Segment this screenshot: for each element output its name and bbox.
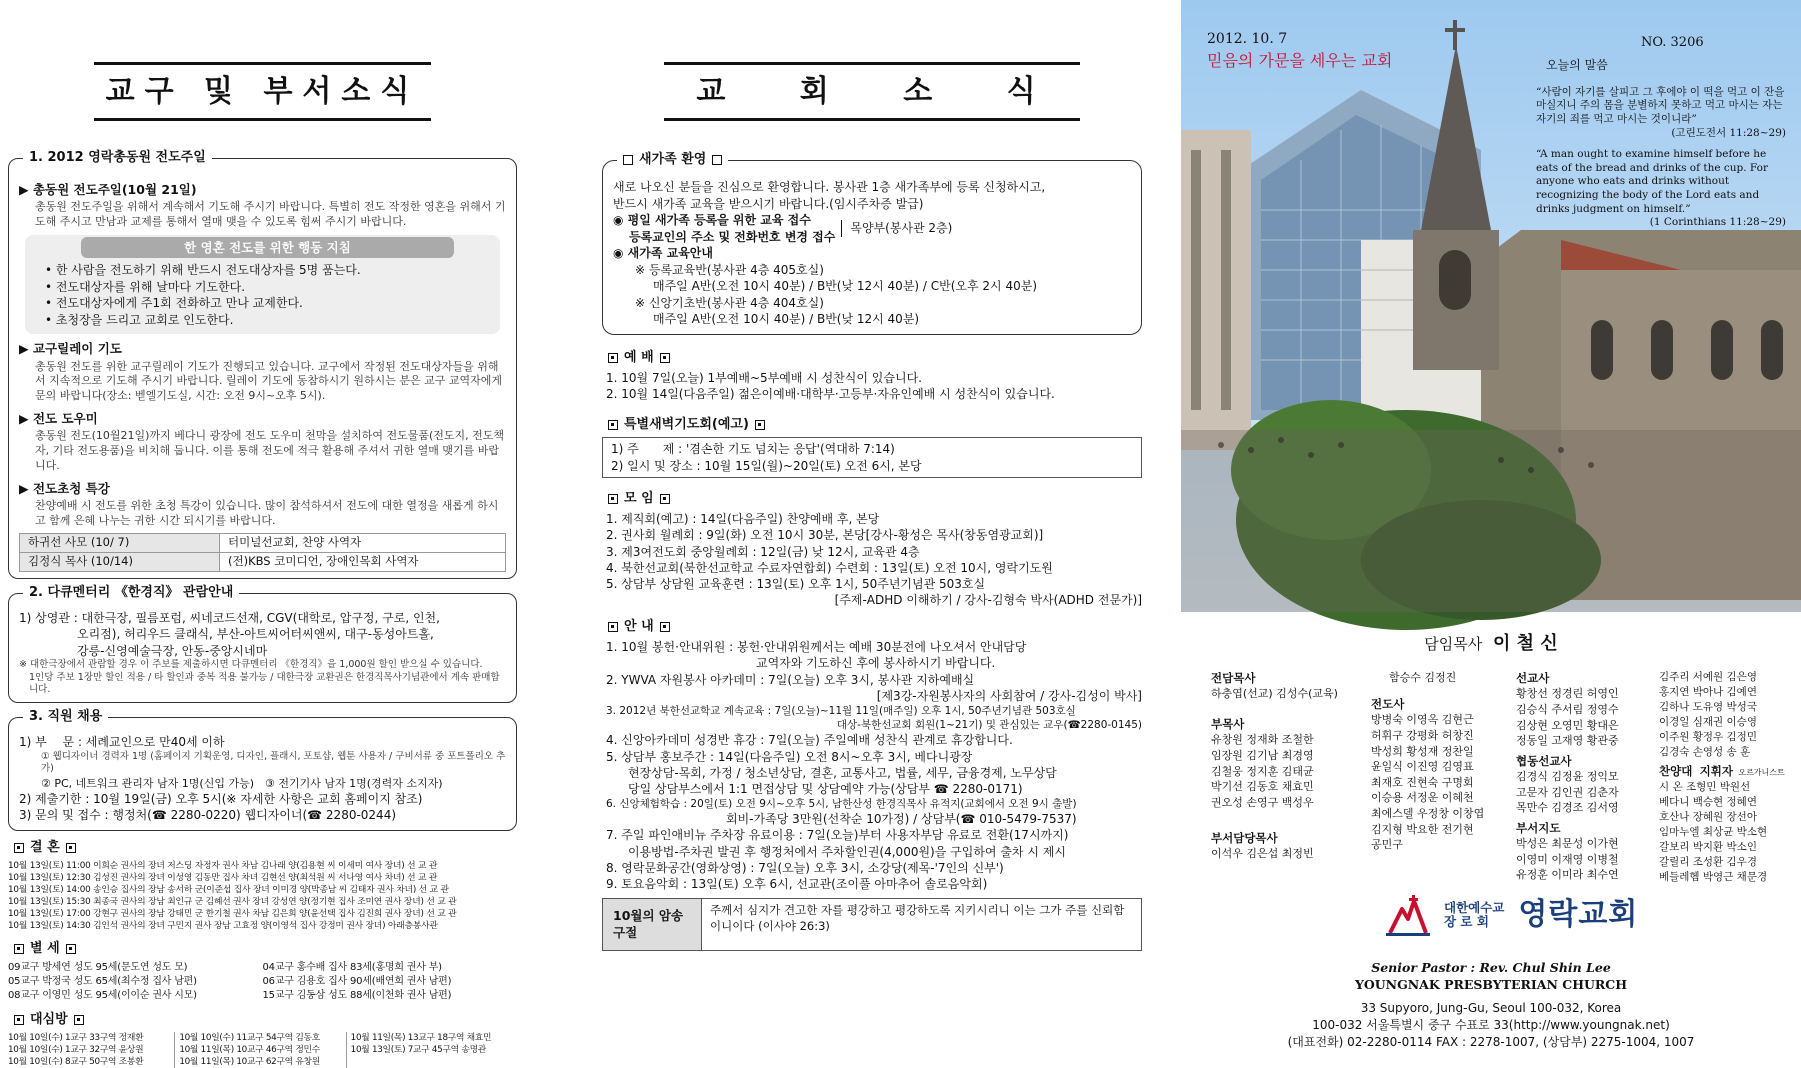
list-item: 10월 13일(토) 11:00 이희순 권사의 장녀 저스딩 자정자 권사 차남 김나래 양(김용현 씨 이세미 여사 장녀) 선 교 관 <box>8 860 438 871</box>
dawn-prayer-heading <box>602 416 1142 434</box>
staff-group-department <box>1211 830 1314 862</box>
guide-item: • 전도대상자를 위해 날마다 기도한다. <box>45 279 246 294</box>
footer-line: 100-032 서울특별시 중구 수표로 33(http://www.youngnak.net) <box>1312 1017 1670 1032</box>
staff-names: 갈릴리 조성환 김우경 <box>1659 855 1757 868</box>
staff-names: 김승식 주서림 정영수 <box>1516 702 1619 716</box>
list-item: 05교구 박정국 성도 65세(최수정 집사 남편) <box>8 976 197 988</box>
staff-names: 이경일 심재권 이승영 <box>1659 715 1757 728</box>
list-item: 09교구 방세연 성도 95세(문도연 성도 모) <box>8 962 188 974</box>
square-icon <box>660 353 670 363</box>
footer-line: (대표전화) 02-2280-0114 FAX : 2278-1007, (상담부) 2275-1004, 1007 <box>1287 1034 1695 1049</box>
list-item: 10월 11일(목) 10교구 62구역 유창원 <box>179 1056 320 1067</box>
worship-list <box>602 370 1142 402</box>
list-item: 회비-가족당 3만원(선착순 10가정) / 상담부(☎ 010-5479-7537) <box>726 812 1077 827</box>
guide-item: • 한 사람을 전도하기 위해 반드시 전도대상자를 5명 품는다. <box>45 263 361 278</box>
left-page <box>0 0 525 1067</box>
sub-title: ▶ 총동원 전도주일(10월 21일) <box>19 182 197 197</box>
wedding-heading <box>8 839 517 857</box>
staff-names: 갈보리 박지환 박소인 <box>1659 840 1757 853</box>
list-item: 10월 13일(토) 17:00 강현구 권사의 장남 강태민 군 한기철 권사 차남 김은희 양(윤선택 집사 김진희 권사 장녀) 선 교 관 <box>8 909 457 920</box>
square-icon <box>660 622 670 632</box>
list-item: 06교구 김용호 집사 90세(배연희 권사 남편) <box>262 976 452 988</box>
staff-names: 이석우 김은섭 최정빈 <box>1211 847 1314 861</box>
list-item: 10월 10일(수) 1교구 32구역 윤상원 <box>8 1044 144 1055</box>
pastor-label: 담임목사 <box>1424 635 1483 653</box>
verse-title: 오늘의 말씀 <box>1546 58 1608 72</box>
staff-heading: 부목사 <box>1211 717 1245 731</box>
staff-names: 박기선 김동호 채효민 <box>1211 780 1314 794</box>
staff-group-missionary-2 <box>1659 670 1785 885</box>
staff-names: 이주원 황정우 김정민 <box>1659 730 1757 743</box>
square-icon <box>66 944 76 954</box>
staff-names: 김주리 서예원 김은영 <box>1659 671 1757 683</box>
staff-group-associate <box>1211 716 1314 810</box>
footer-line: Senior Pastor : Rev. Chul Shin Lee <box>1371 960 1611 975</box>
today-verse <box>1536 58 1786 230</box>
square-icon <box>14 944 24 954</box>
paragraph: 총동원 전도를 위한 교구릴레이 기도가 진행되고 있습니다. 교구에서 작정된 전도대상자들을 위해서 지속적으로 기도해 주시기 바랍니다. 릴레이 기도에 동참하시기 원하시는 분은 교구 교역자에게 문의 바랍니다(장소: 벧엘기도실, 시간: 오전 9시~오후 5시). <box>35 359 502 403</box>
list-item: 6. 신앙체험학습 : 20일(토) 오전 9시~오후 5시, 남한산성 한경직목사 유적지(교회에서 오전 9시 출발) <box>606 798 1077 811</box>
list-item: 08교구 이영민 성도 95세(이이순 권사 시모) <box>8 989 197 1001</box>
guide-item: • 전도대상자에게 주1회 전화하고 만나 교제한다. <box>45 296 303 311</box>
notice-list <box>602 639 1142 892</box>
list-item: 1. 10월 7일(오늘) 1부예배~5부예배 시 성찬식이 있습니다. <box>606 370 922 385</box>
church-logo <box>1386 893 1638 937</box>
staff-heading: 찬양대 <box>1659 764 1693 779</box>
text-line: 3) 문의 및 접수 : 행정처(☎ 2280-0220) 웹디자이너(☎ 2280-0244) <box>19 808 397 823</box>
list-item: 4. 신앙아카데미 성경반 휴강 : 7일(오늘) 주일예배 성찬식 관계로 휴강합니다. <box>606 733 1013 748</box>
staff-group-missionary <box>1516 670 1619 883</box>
list-item: 대상-북한선교회 회원(1~21기) 및 관심있는 교우(☎2280-0145) <box>836 719 1142 732</box>
staff-names: 유정훈 이미라 최수연 <box>1516 868 1619 882</box>
visit-heading <box>8 1011 517 1029</box>
list-item: 10월 13일(토) 15:30 최종국 권사의 장남 최인규 군 김혜선 권사 장녀 강성연 양(정기현 집사 조미연 권사 장녀) 선 교 관 <box>8 897 457 908</box>
list-item: 3. 제3여전도회 중앙월례회 : 12일(금) 낮 12시, 교육관 4층 <box>606 544 920 559</box>
table-row <box>20 533 506 552</box>
evangelism-section <box>8 150 517 579</box>
staff-names: 임장원 김기남 최경영 <box>1211 748 1314 762</box>
text-line: 강릉-신영예술극장, 안동-중앙시네마 <box>77 643 268 658</box>
table-cell: 터미널선교회, 찬양 사역자 <box>220 533 506 552</box>
text-line: 2) 제출기한 : 10월 19일(금) 오후 5시(※ 자세한 사항은 교회 홈페이지 참조) <box>19 791 423 806</box>
note: 1인당 주보 1장만 할인 적용 / 타 할인과 중복 적용 불가능 / 대한극장 교환권은 한경직목사기념관에서 계속 판매합니다. <box>29 671 500 695</box>
center-page-title: 교 회 소 식 <box>664 62 1079 121</box>
staff-names: 호산나 장혜원 장선아 <box>1659 811 1757 824</box>
list-item: 9. 토요음악회 : 13일(토) 오후 6시, 선교관(조이풀 아마추어 솔로음악회) <box>606 877 988 892</box>
church-denomination: 대한예수교 장 로 회 <box>1444 899 1505 929</box>
staff-names: 방병숙 이영옥 김현근 <box>1371 713 1474 727</box>
issue-number: NO. 3206 <box>1641 35 1704 50</box>
table-row <box>20 552 506 571</box>
text-line: 1) 상영관 : 대한극장, 필름포럼, 씨네코드선재, CGV(대학로, 압구정, 구로, 인천, <box>19 610 440 625</box>
list-item: 교역자와 기도하신 후에 봉사하시기 바랍니다. <box>756 656 996 671</box>
cover-page <box>1181 0 1801 1049</box>
staff-names: 김하나 도유영 박성국 <box>1659 700 1757 713</box>
meeting-heading <box>602 490 1142 508</box>
staff-names: 홍지연 박아나 김예연 <box>1659 685 1757 698</box>
church-motto: 믿음의 가문을 세우는 교회 <box>1207 51 1393 70</box>
table-cell: (전)KBS 코미디언, 장애인목회 사역자 <box>220 552 506 571</box>
list-item: 5. 상담부 상담원 교육훈련 : 13일(토) 오후 1시, 50주년기념관 503호실 <box>606 576 986 591</box>
list-item: 2. 10월 14일(다음주일) 젊은이예배·대학부·고등부·자유인예배 시 성찬식이 있습니다. <box>606 387 1055 402</box>
sub-title: ▶ 전도초청 특강 <box>19 480 110 496</box>
list-item: 1. 제직회(예고) : 14일(다음주일) 찬양예배 후, 본당 <box>606 512 880 527</box>
staff-names: 권오성 손영구 백성우 <box>1211 795 1314 809</box>
staff-names: 김경식 김정윤 정익모 <box>1516 770 1619 784</box>
staff-names: 베들레헴 박영근 채문경 <box>1659 870 1768 883</box>
staff-heading: 지휘자 <box>1699 764 1733 779</box>
list-item: 1. 10월 봉헌·안내위원 : 봉헌·안내위원께서는 예배 30분전에 나오셔서 안내담당 <box>606 640 1027 655</box>
left-page-header <box>8 0 517 150</box>
text-line: 2) 일시 및 장소 : 10월 15일(월)~20일(토) 오전 6시, 본당 <box>611 458 922 473</box>
list-item: 10월 11일(목) 10교구 46구역 정민수 <box>179 1044 320 1055</box>
left-page-title: 교구 및 부서소식 <box>94 62 432 121</box>
staff-names: 공민구 <box>1371 838 1403 852</box>
staff-names: 김상현 오영민 황대은 <box>1516 718 1619 732</box>
staff-names: 김지형 박요한 전기현 <box>1371 822 1474 836</box>
heading-text: 별 세 <box>30 941 60 957</box>
staff-heading: 전도사 <box>1371 697 1405 711</box>
staff-heading: 선교사 <box>1516 671 1550 685</box>
table-cell: 김정식 목사 (10/14) <box>20 552 220 571</box>
footer-line: YOUNGNAK PRESBYTERIAN CHURCH <box>1354 976 1628 992</box>
list-item: [제3강-자원봉사자의 사회참여 / 강사-김성이 박사] <box>876 688 1142 703</box>
staff-names: 이승용 서정운 이혜천 <box>1371 791 1474 805</box>
staff-names: 이영미 이재영 이병철 <box>1516 852 1619 866</box>
memory-verse-label: 10월의 암송 구절 <box>603 899 702 950</box>
choir-header <box>1659 763 1785 780</box>
section-title <box>617 151 728 169</box>
staff-names: 허휘구 강평화 허창진 <box>1371 728 1474 742</box>
footer-line: 33 Supyoro, Jung-Gu, Seoul 100-032, Korea <box>1360 1001 1622 1015</box>
staff-names: 황창선 정경린 허영인 <box>1516 687 1619 701</box>
list-item: 8. 영락문화공간(영화상영) : 7일(오늘) 오후 3시, 소강당(제목-'7인의 신부') <box>606 860 1004 875</box>
staff-names: 유창원 정재화 조철한 <box>1211 733 1314 747</box>
list-item: 10월 10일(수) 8교구 50구역 조봉환 <box>8 1056 144 1067</box>
heading-text: 예 배 <box>624 349 654 365</box>
staff-names: 임마누엘 최상균 박소현 <box>1659 826 1768 839</box>
list-item: 10월 13일(토) 7교구 45구역 송명관 <box>350 1044 486 1055</box>
memory-verse-text: 주께서 심지가 견고한 자를 평강하고 평강하도록 지키시리니 이는 그가 주를 신뢰함이니이다 (이사야 26:3) <box>710 903 1125 934</box>
dawn-prayer-box <box>602 437 1142 478</box>
list-item: 2. YWVA 자원봉사 아카데미 : 7일(오늘) 오후 3시, 봉사관 지하예배실 <box>606 672 975 687</box>
text-line: ① 웹디자이너 경력자 1명 (홈페이지 기획운영, 디자인, 플래시, 포토샵, 웹툰 사용자 / 구비서류 중 포트폴리오 추가) <box>41 750 506 775</box>
staff-heading: 부서지도 <box>1516 820 1561 835</box>
speaker-table <box>19 533 506 572</box>
guide-box <box>25 235 500 334</box>
section-title: 2. 다큐멘터리 《한경직》 관람안내 <box>23 584 239 602</box>
staff-names: 박성은 최문성 이가현 <box>1516 837 1619 851</box>
square-icon <box>66 843 76 853</box>
text-line: ◉ 평일 새가족 등록을 위한 교육 접수 <box>613 213 811 228</box>
memory-verse-box <box>602 898 1142 951</box>
list-item: 4. 북한선교회(북한선교학교 수료자연합회) 수련회 : 13일(토) 오전 10시, 영락기도원 <box>606 560 1053 575</box>
staff-names: 김철웅 정지훈 김태균 <box>1211 764 1314 778</box>
text-line: 매주일 A반(오전 10시 40분) / B반(낮 12시 40분) <box>653 312 920 327</box>
text-line: ② PC, 네트워크 관리자 남자 1명(신입 가능) ③ 전기기사 남자 1명(경력자 소지자) <box>41 776 443 790</box>
verse-korean-ref: (고린도전서 11:28~29) <box>1671 126 1786 139</box>
church-name: 영락교회 <box>1518 897 1639 933</box>
footer-address <box>1181 1000 1801 1050</box>
square-icon <box>608 420 618 430</box>
square-icon <box>660 494 670 504</box>
list-item: 현장상담-목회, 가정 / 청소년상담, 결혼, 교통사고, 법률, 세무, 금융경제, 노무상담 <box>628 765 1057 780</box>
staff-group-evangelist <box>1371 696 1484 853</box>
center-page-header <box>602 0 1142 150</box>
heading-text: 결 혼 <box>30 839 60 855</box>
staff-names: 최에스델 우정창 이창엽 <box>1371 806 1485 820</box>
heading-text: 모 임 <box>624 491 654 507</box>
list-item: 15교구 김동삼 성도 88세(이천화 권사 남편) <box>262 989 452 1001</box>
list-item: 10월 10일(수) 11교구 54구역 김동호 <box>179 1032 320 1043</box>
list-item: 7. 주일 파인애비뉴 주차장 유료이용 : 7일(오늘)부터 사용자부담 유료로 전환(17시까지) <box>606 828 1069 843</box>
text-line: ※ 등록교육반(봉사관 4층 405호실) <box>635 262 824 277</box>
square-icon <box>14 843 24 853</box>
staff-names: 함승수 김정진 <box>1389 671 1457 684</box>
square-icon <box>712 155 722 165</box>
heading-text: 안 내 <box>624 619 654 635</box>
square-icon <box>755 420 765 430</box>
text-line: 1) 주 제 : '겸손한 기도 넘치는 응답'(역대하 7:14) <box>611 442 895 457</box>
text-line: ◉ 새가족 교육안내 <box>613 246 713 261</box>
table-cell: 하귀선 사모 (10/ 7) <box>20 533 220 552</box>
text-line: 목양부(봉사관 2층) <box>841 220 952 237</box>
list-item: 5. 상담부 홍보주간 : 14일(다음주일) 오전 8시~오후 3시, 베다니광장 <box>606 749 973 764</box>
staff-names: 최재호 진현숙 구명회 <box>1371 775 1474 789</box>
list-item: 2. 권사회 월례회 : 9일(화) 오전 10시 30분, 본당[강사-황성은 목사(창동염광교회)] <box>606 528 1044 543</box>
death-list <box>8 961 517 1002</box>
list-item: 이용방법-주차권 발권 후 행정처에서 주차할인권(4,000원)을 구입하여 출차 시 제시 <box>628 844 1066 859</box>
visit-list <box>8 1032 517 1068</box>
guide-title: 한 영혼 전도를 위한 행동 지침 <box>81 237 454 258</box>
square-icon <box>623 155 633 165</box>
guide-item: • 초청장을 드리고 교회로 인도한다. <box>45 312 234 327</box>
staff-names: 베다니 백승현 정혜연 <box>1659 796 1757 809</box>
staff-heading: 전담목사 <box>1211 671 1256 685</box>
staff-names: 윤일식 이진영 김영표 <box>1371 760 1474 774</box>
heading-text: 새가족 환영 <box>639 152 707 167</box>
issue-date: 2012. 10. 7 <box>1207 31 1288 47</box>
staff-names: 박성희 황성재 정찬일 <box>1371 744 1474 758</box>
heading-text: 특별새벽기도회(예고) <box>624 417 749 433</box>
text-line: 매주일 A반(오전 10시 40분) / B반(낮 12시 40분) / C반(오후 2시 40분) <box>653 279 1038 294</box>
text-line: 1) 부 문 : 세례교인으로 만40세 이하 <box>19 735 225 750</box>
staff-heading: 부서담당목사 <box>1211 831 1278 845</box>
worship-heading <box>602 349 1142 367</box>
list-item: 10월 13일(토) 14:00 송인승 집사의 장남 송서하 군(이준섭 집사 장녀 이미경 양(박종남 씨 김태자 권사 차녀) 선 교 관 <box>8 884 449 895</box>
list-item: 10월 11일(목) 13교구 18구역 채효민 <box>350 1032 492 1043</box>
list-item: [주제-ADHD 이해하기 / 강사-김형숙 박사(ADHD 전문가)] <box>834 593 1142 608</box>
list-item: 3. 2012년 북한선교학교 계속교육 : 7일(오늘)~11월 11일(매주일) 오후 1시, 50주년기념관 503호실 <box>606 705 1076 718</box>
square-icon <box>74 1015 84 1025</box>
verse-english: “A man ought to examine himself before he eats of the bread and drinks of the cup. For anyone who eats and drinks without recognizing the body of the Lord eats and drinks judgment on himself.” <box>1536 148 1768 215</box>
paragraph: 총동원 전도주일을 위해서 계속해서 기도해 주시기 바랍니다. 특별히 전도 작정한 영혼을 위해서 기도해 주시고 만남과 교제를 통해서 열매 맺을 수 있도록 힘써 주시기 바랍니다. <box>35 200 506 229</box>
staff-names: 정동일 고재영 황관중 <box>1516 734 1619 748</box>
list-item: 10월 13일(토) 12:30 김성진 권사의 장녀 이성영 김동만 집사 차녀 김현선 양(최석원 씨 서나영 여사 차녀) 선 교 관 <box>8 872 438 883</box>
square-icon <box>14 1015 24 1025</box>
square-icon <box>608 622 618 632</box>
list-item: 10월 13일(토) 14:30 김인석 권사의 장녀 구민지 권사 장남 고효정 양(이영석 집사 강정미 권사 장녀) 아래층봉사관 <box>8 921 438 932</box>
note: ※ 대한극장에서 관람할 경우 이 주보를 제출하시면 다큐멘터리 《한경직》을 1,000원 할인 받으실 수 있습니다. <box>19 659 483 671</box>
text-line: ※ 신앙기초반(봉사관 4층 404호실) <box>635 295 824 310</box>
list-item: 10월 10일(수) 1교구 33구역 정재환 <box>8 1032 144 1043</box>
welcome-section <box>602 152 1142 335</box>
section-title: 1. 2012 영락총동원 전도주일 <box>23 149 212 167</box>
list-item: 04교구 홍수배 집사 83세(홍명희 권사 부) <box>262 962 442 974</box>
center-page <box>602 0 1142 1049</box>
verse-korean: “사람이 자기를 살피고 그 후에야 이 떡을 먹고 이 잔을 마실지니 주의 몸을 분별하지 못하고 먹고 마시는 자는 자기의 죄를 먹고 마시는 것이니라” <box>1536 85 1785 125</box>
staff-heading: 협동선교사 <box>1516 753 1572 768</box>
senior-pastor <box>1181 632 1801 657</box>
square-icon <box>608 494 618 504</box>
heading-text: 대심방 <box>30 1011 68 1027</box>
square-icon <box>608 353 618 363</box>
text-line: 오리점), 허리우드 클래식, 부산-아트씨어터씨앤씨, 대구-동성아트홀, <box>77 627 434 642</box>
hiring-section <box>8 709 517 831</box>
paragraph: 총동원 전도(10월21일)까지 베다니 광장에 전도 도우미 천막을 설치하여 전도물품(전도지, 전도책자, 기타 전도용품)을 비치해 둡니다. 이를 통해 전도에 적극 활용해 주셔서 귀한 열매 맺기를 바랍니다. <box>35 429 504 473</box>
text-line: 등록교인의 주소 및 전화번호 변경 접수 <box>629 229 836 244</box>
section-title: 3. 직원 채용 <box>23 708 108 726</box>
text-line: 새로 나오신 분들을 진심으로 환영합니다. 봉사관 1층 새가족부에 등록 신청하시고, <box>613 180 1046 194</box>
wedding-list <box>8 860 517 933</box>
list-item: 당일 상담부스에서 1:1 면접상담 및 상담예약 가능(상담부 ☎ 2280-0171) <box>628 781 1023 796</box>
staff-names: 목만수 김경조 김서영 <box>1516 801 1619 815</box>
documentary-section <box>8 584 517 704</box>
staff-group-dedicated-2 <box>1389 670 1456 686</box>
church-logo-icon <box>1386 893 1430 937</box>
verse-english-ref: (1 Corinthians 11:28~29) <box>1649 216 1786 229</box>
notice-heading <box>602 618 1142 636</box>
paragraph: 찬양예배 시 전도를 위한 초청 특강이 있습니다. 많이 참석하셔서 전도에 대한 열정을 새롭게 하시고 함께 은혜 나누는 귀한 시간 되시기를 바랍니다. <box>35 499 499 528</box>
staff-names: 고문자 김인권 김춘자 <box>1516 785 1619 799</box>
staff-names: 하충엽(선교) 김성수(교육) <box>1211 687 1338 701</box>
sub-title: ▶ 전도 도우미 <box>19 411 98 427</box>
text-line: 반드시 새가족 교육을 받으시기 바랍니다.(임시주차증 발급) <box>613 196 924 211</box>
staff-names: 김경숙 손영성 송 훈 <box>1659 745 1751 758</box>
staff-names: 시 온 조형민 박원선 <box>1659 781 1751 794</box>
footer-english <box>1181 960 1801 994</box>
death-heading <box>8 940 517 958</box>
sub-title: ▶ 교구릴레이 기도 <box>19 341 122 357</box>
staff-heading: 오르가니스트 <box>1738 768 1785 778</box>
meeting-list <box>602 511 1142 608</box>
staff-directory <box>1211 670 1785 883</box>
pastor-name: 이 철 신 <box>1493 633 1558 654</box>
